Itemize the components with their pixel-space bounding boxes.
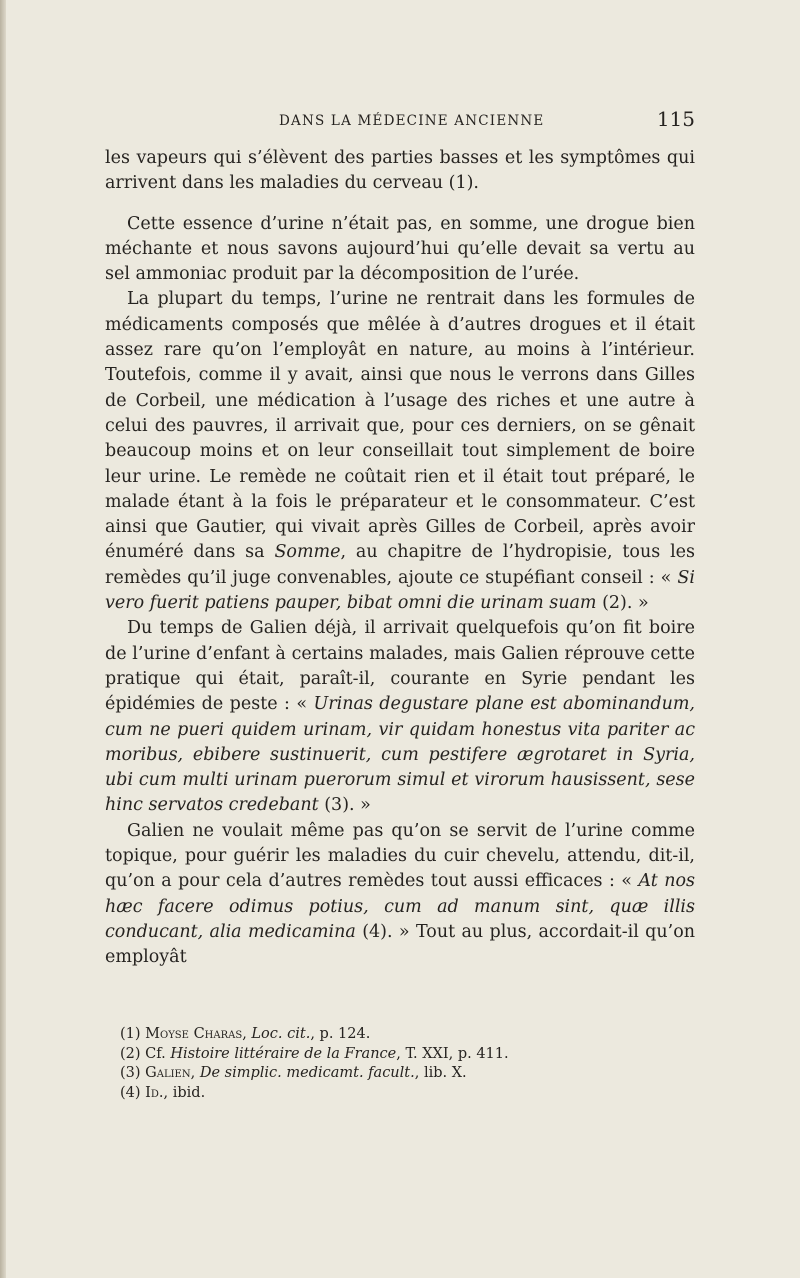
text-run: , lib. X. [414,1065,467,1082]
footnote [120,1045,680,1065]
text-run: , ibid. [163,1085,206,1102]
body-text [105,146,695,971]
text-run: Galien ne voulait même pas qu’on se servit de l’urine comme topique, pour guérir les maladies du cuir chevelu, attendu, dit-il, qu’on a pour cela d’autres remèdes tout aussi efficaces : « [105,820,695,892]
page-header [105,107,695,133]
paragraph [105,819,695,971]
text-run: La plupart du temps, l’urine ne rentrait dans les formules de médicaments composés que mêlée à d’autres drogues et il était assez rare qu’on l’employât en nature, au moins à l’intérieur. Toutefois, comme il y avait, ainsi que nous le verrons dans Gilles de Corbeil, une médication à l’usage des riches et une autre à celui des pauvres, il arrivait que, pour ces derniers, on se gênait beaucoup moins et on leur conseillait tout simplement de boire leur urine. Le remède ne coûtait rien et il était tout préparé, le malade étant à la fois le préparateur et le consommateur. C’est ainsi que Gautier, qui vivait après Gilles de Corbeil, après avoir énuméré dans sa [105,289,695,563]
text-run: Du temps de Galien déjà, il arrivait quelquefois qu’on fit boire de l’urine d’enfant à certains malades, mais Galien réprouve cette pratique qui était, paraît-il, courante en Syrie pendant les épidémies de peste : « [105,618,695,715]
text-run: , [242,1026,252,1042]
text-run: (1) [120,1026,146,1042]
italic-run: At nos hæc facere odimus potius, cum ad manum sint, quæ illis conducant, alia medicamina [105,871,695,942]
italic-run: Urinas degustare plane est abominandum, cum ne pueri quidem urinam, vir quidam honestus vita pariter ac moribus, ebibere sustinuerit, cum pestifere ægrotaret in Syria, ubi cum multi urinam puerorum simul et virorum hausissent, sese hinc servatos credebant [105,694,695,816]
page-number: 115 [656,107,695,131]
text-run: (2) Cf. [120,1045,171,1062]
text-run: , [190,1065,200,1082]
italic-run: Histoire littéraire de la France [170,1045,397,1062]
text-run: (2). » [596,593,649,614]
text-run: (4) [120,1085,146,1102]
footnote [120,1084,680,1104]
italic-run: Loc. cit. [251,1026,311,1042]
footnotes [120,1025,680,1104]
text-run: (4). » Tout au plus, accordait-il qu’on employât [105,921,696,968]
text-run: , p. 124. [310,1026,371,1042]
page-edge [0,0,6,1278]
footnote [120,1064,680,1084]
author-name: Moyse Charas [145,1026,243,1042]
italic-run: Somme [274,542,341,563]
italic-run: De simplic. medicamt. facult. [199,1065,415,1082]
paragraph [105,146,695,197]
text-run: (3). » [318,795,371,816]
footnote [120,1025,680,1045]
running-head: DANS LA MÉDECINE ANCIENNE [279,113,545,129]
author-name: Galien [145,1065,191,1082]
text-run: , T. XXI, p. 411. [396,1045,509,1062]
paragraph [105,616,695,818]
text-run: (3) [120,1065,146,1082]
paragraph [105,212,695,288]
author-name: Id. [145,1085,164,1102]
paragraph [105,287,695,616]
italic-run: Si vero fuerit patiens pauper, bibat omni die urinam suam [105,567,695,614]
text-run: , au chapitre de l’hydropisie, tous les remèdes qu’il juge convenables, ajoute ce stupéfiant conseil : « [105,542,695,588]
text-run: les vapeurs qui s’élèvent des parties basses et les symptômes qui arrivent dans les maladies du cerveau (1). [105,148,695,194]
text-run: Cette essence d’urine n’était pas, en somme, une drogue bien méchante et nous savons aujourd’hui qu’elle devait sa vertu au sel ammoniac produit par la décomposition de l’urée. [105,213,695,285]
